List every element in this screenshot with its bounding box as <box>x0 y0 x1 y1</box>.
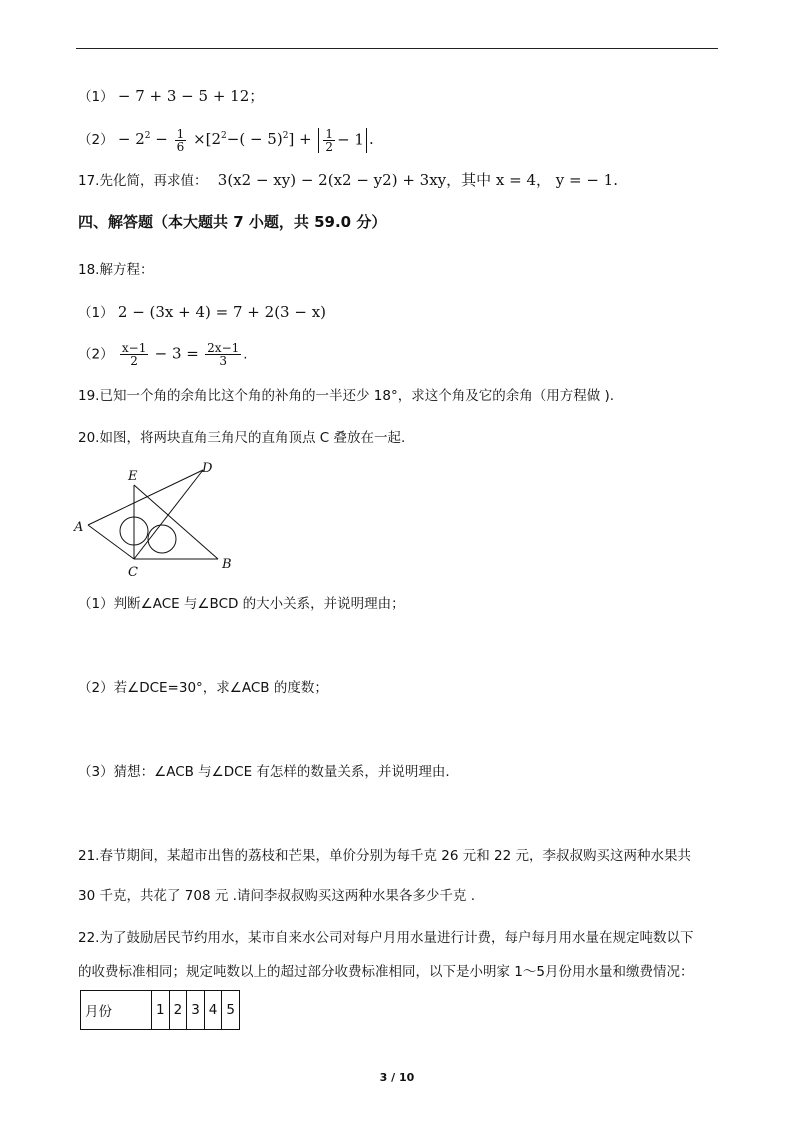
segment-EB <box>134 485 218 559</box>
q20-part2: （2）若∠DCE=30°，求∠ACB 的度数； <box>78 680 328 696</box>
q20-part1: （1）判断∠ACE 与∠BCD 的大小关系，并说明理由； <box>78 596 405 612</box>
q21-line1: 21.春节期间，某超市出售的荔枝和芒果，单价分别为每千克 26 元和 22 元，李叔叔购买这两种水果共 <box>78 848 691 864</box>
month-cell: 4 <box>204 991 222 1030</box>
segment-AC <box>88 525 134 559</box>
month-cell: 3 <box>187 991 205 1030</box>
fraction-x-minus-1-over-2: $\frac{x-1}{2}$ <box>121 341 147 368</box>
q16-part2-expression: − $2^2$ − $\frac{1}{6}$ $\times[2^2-( - 5)^2]$ + $\frac{1}{2}$ − 1 . <box>117 126 374 154</box>
month-cell: 1 <box>152 991 170 1030</box>
q16-part2: $(2) - 2^2$ − $\frac{1}{6}$ $\times[2^2-( - 5)^2]$ + $\frac{1}{2}$ − 1 . <box>78 126 374 154</box>
q18-part1: （1） 2 − (3x + 4) = 7 + 2(3 − x) <box>78 303 327 321</box>
q16-part1: （1） − 7 + 3 − 5 + 12； <box>78 87 265 105</box>
fraction-2x-minus-1-over-3: $\frac{2x-1}{3}$ <box>207 341 240 368</box>
label-A: A <box>74 520 84 535</box>
table-header-cell: 月份 <box>81 991 152 1030</box>
q17: 17.先化简，再求值： 3(x2 − xy) − 2(x2 − y2) + 3xy，其中 x = 4， y = − 1. <box>78 171 618 189</box>
q20-text: 20.如图，将两块直角三角尺的直角顶点 C 叠放在一起. <box>78 430 406 446</box>
q21-line2: 30 千克，共花了 708 元 .请问李叔叔购买这两种水果各多少千克 . <box>78 888 475 904</box>
segment-AD <box>88 470 203 525</box>
label-D: D <box>202 461 213 476</box>
q22-line2: 的收费标准相同；规定吨数以上的超过部分收费标准相同，以下是小明家 1～5月份用水量和缴费情况： <box>78 964 694 980</box>
section-heading: 四、解答题（本大题共 7 小题，共 59.0 分） <box>78 213 387 231</box>
q17-expression: 3(x2 − xy) − 2(x2 − y2) + 3xy，其中 x = 4， y = − 1. <box>217 171 618 189</box>
table-row <box>81 991 240 1030</box>
q18-lead: 18.解方程： <box>78 262 154 278</box>
label-C: C <box>128 565 138 580</box>
label-B: B <box>222 557 232 572</box>
q18-part1-equation: 2 − (3x + 4) = 7 + 2(3 − x) <box>117 303 327 321</box>
q19: 19.已知一个角的余角比这个角的补角的一半还少 18°，求这个角及它的余角（用方程做 ). <box>78 388 615 404</box>
page-number: 3 / 10 <box>379 1071 415 1084</box>
segment-CD <box>134 470 203 559</box>
header-rule <box>76 48 718 49</box>
triangle-figure <box>72 458 272 583</box>
q16-part1-expression: − 7 + 3 − 5 + 12； <box>117 87 265 105</box>
absolute-value: $\frac{1}{2}$ − 1 <box>318 128 367 153</box>
q20-part3: （3）猜想：∠ACB 与∠DCE 有怎样的数量关系，并说明理由. <box>78 764 450 780</box>
circle-right <box>148 525 176 553</box>
label-E: E <box>128 469 138 484</box>
fraction-one-sixth: $\frac{1}{6}$ <box>176 126 185 154</box>
q22-line1: 22.为了鼓励居民节约用水，某市自来水公司对每户月用水量进行计费，每户每月用水量在规定吨数以下 <box>78 930 694 946</box>
q18-part2: （2） $\frac{x-1}{2}$ − 3 = $\frac{2x-1}{3}$ . <box>78 341 248 368</box>
water-usage-table <box>80 990 240 1030</box>
month-cell: 2 <box>169 991 187 1030</box>
month-cell: 5 <box>222 991 240 1030</box>
